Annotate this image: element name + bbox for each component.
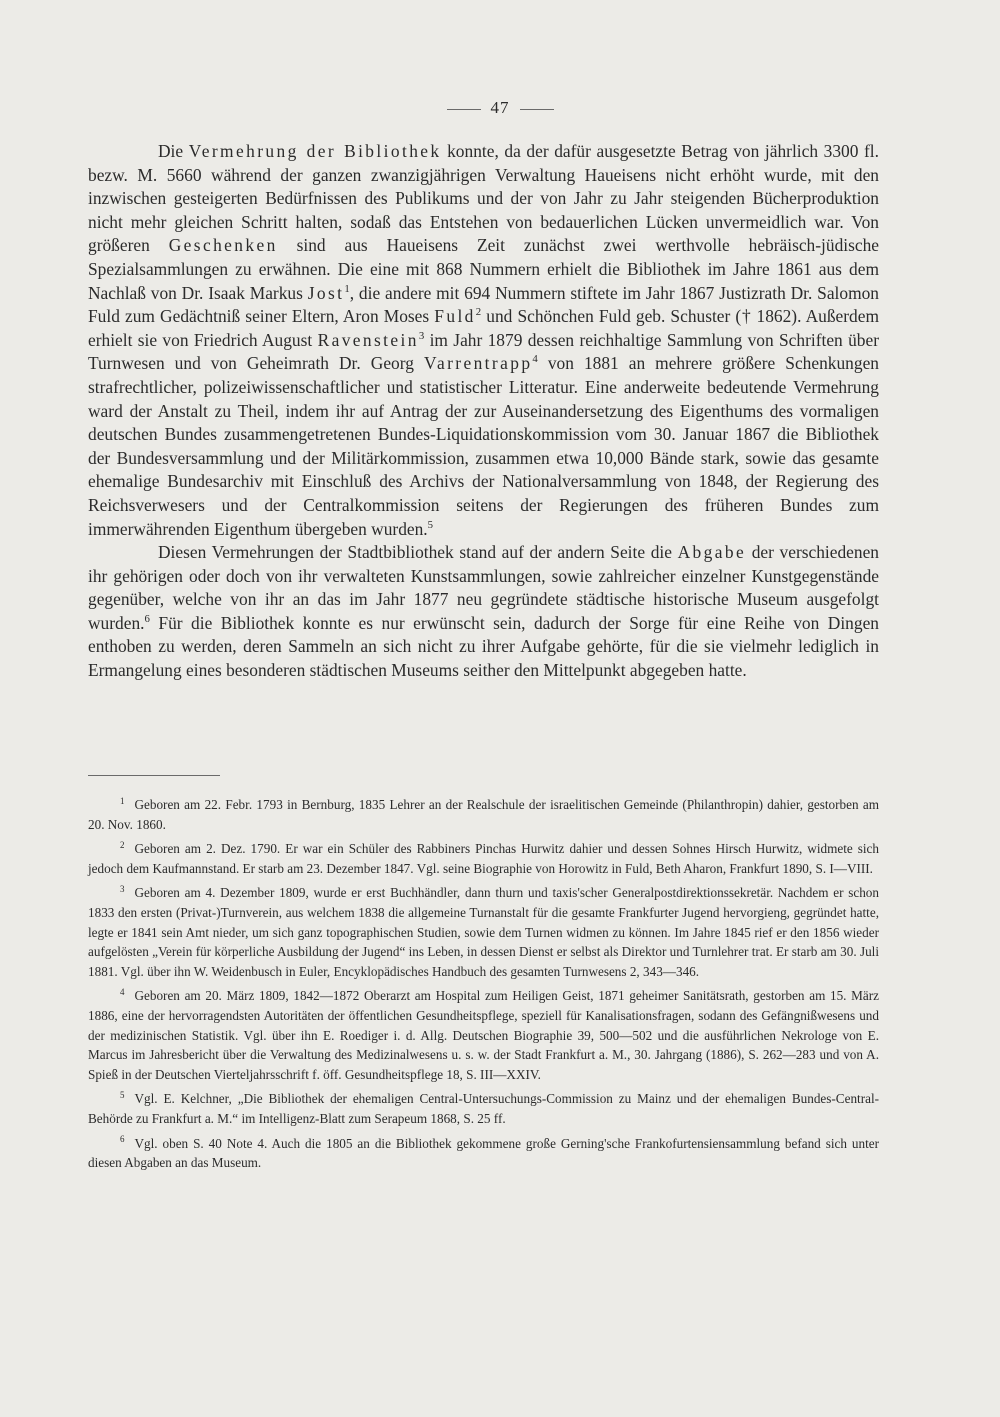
footnote-text: Vgl. oben S. 40 Note 4. Auch die 1805 an die Bibliothek gekommene große Gerning'sche Frankofurtensiensammlung befand sich unter diesen Abgaben an das Museum. (88, 1135, 879, 1171)
main-text (88, 140, 879, 683)
text-run: und Schönchen Fuld geb. Schuster († 1862). Außerdem erhielt sie von Friedrich August (88, 306, 879, 350)
text-run: Diesen Vermehrungen der Stadtbibliothek stand auf der andern Seite die (158, 542, 678, 563)
footnote-2 (88, 839, 879, 878)
footnote-mark: 4 (120, 986, 125, 997)
text-run: sind aus Haueisens Zeit zunächst zwei werthvolle hebräisch-jüdische Spezialsammlungen zu erwähnen. Die eine mit 868 Nummern erhielt die Bibliothek im Jahre 1861 aus dem Nachlaß von Dr. Isaak Markus (88, 235, 879, 303)
page-number-dash-left (447, 109, 481, 110)
text-run: Die (158, 141, 189, 161)
footnote-mark: 1 (120, 795, 125, 806)
footnote-reference: 6 (144, 613, 150, 626)
footnote-reference: 1 (344, 282, 350, 295)
paragraph-2 (88, 541, 879, 683)
footnote-5 (88, 1089, 879, 1128)
spaced-emphasis: Vermehrung der Bibliothek (188, 141, 442, 161)
footnote-text: Geboren am 2. Dez. 1790. Er war ein Schüler des Rabbiners Pinchas Hurwitz dahier und dessen Sohnes Hirsch Hurwitz, widmete sich jedoch dem Kaufmannstand. Er starb am 23. Dezember 1847. Vgl. seine Biographie von Horowitz in Fuld, Beth Aharon, Frankfurt 1890, S. I—VIII. (88, 841, 879, 876)
footnote-mark: 6 (120, 1134, 125, 1145)
footnote-text: Geboren am 4. Dezember 1809, wurde er erst Buchhändler, dann thurn und taxis'scher Generalpostdirektionssekretär. Nachdem er schon 1833 den ersten (Privat-)Turnverein, aus welchem 1838 die allgemeine Turnanstalt für die gesamte Frankfurter Jugend hervorgieng, gegründet hatte, legte er 1841 sein Amt nieder, um sich ganz topographischen Studien, sowie dem Turnen widmen zu können. Im Jahre 1845 rief er den 1856 wieder aufgelösten „Verein für körperliche Ausbildung der Jugend“ ins Leben, in dessen Dienst er selbst als Direktor und Turnlehrer trat. Er starb am 30. Juli 1881. Vgl. über ihn W. Weidenbusch in Euler, Encyklopädisches Handbuch des gesamten Turnwesens 2, 343—346. (88, 885, 879, 979)
footnote-reference: 2 (475, 306, 482, 319)
spaced-emphasis: Ravenstein (317, 329, 419, 350)
text-run: konnte, da der dafür ausgesetzte Betrag von jährlich 3300 fl. bezw. M. 5660 während der ganzen zwanzigjährigen Verwaltung Haueisens nicht erhöht wurde, mit den inzwischen gesteigerten Bedürfnissen des Publikums und der von Jahr zu Jahr steigenden Bücherproduktion nicht mehr gleichen Schritt halten, sodaß das Entstehen von bedauerlichen Lücken unvermeidlich war. Von größeren (88, 141, 879, 256)
footnote-text: Vgl. E. Kelchner, „Die Bibliothek der ehemaligen Central-Untersuchungs-Commission zu Mainz und der ehemaligen Bundes-Central-Behörde zu Frankfurt a. M.“ im Intelligenz-Blatt zum Serapeum 1868, S. 25 ff. (88, 1091, 879, 1126)
spaced-emphasis: Abgabe (677, 542, 747, 563)
page-number (0, 98, 1000, 118)
footnote-3 (88, 883, 879, 981)
footnote-reference: 3 (418, 329, 425, 342)
spaced-emphasis: Geschenken (168, 235, 278, 256)
footnote-text: Geboren am 22. Febr. 1793 in Bernburg, 1835 Lehrer an der Realschule der israelitischen Gemeinde (Philanthropin) dahier, gestorben am 20. Nov. 1860. (88, 797, 879, 832)
footnote-text: Geboren am 20. März 1809, 1842—1872 Oberarzt am Hospital zum Heiligen Geist, 1871 geheimer Sanitätsrath, gestorben am 15. März 1886, eine der hervorragendsten Autoritäten der öffentlichen Gesundheitspflege, speziell für Kanalisationsfragen, sodann des Gefängnißwesens und der medizinischen Statistik. Vgl. über ihn E. Roediger i. d. Allg. Deutschen Biographie 39, 500—502 und die ausführlichen Nekrologe von E. Marcus im Jahresbericht über die Verwaltung des Medizinalwesens u. s. w. der Stadt Frankfurt a. M., 30. Jahrgang (1886), S. 262—283 und von A. Spieß in der Deutschen Vierteljahrsschrift f. öff. Gesundheitspflege 18, S. III—XXIV. (88, 988, 879, 1082)
text-run: , die andere mit 694 Nummern stiftete im Jahr 1867 Justizrath Dr. Salomon Fuld zum Gedächtniß seiner Eltern, Aron Moses (88, 282, 879, 327)
footnote-mark: 5 (120, 1089, 125, 1100)
page-number-text: 47 (490, 98, 510, 117)
spaced-emphasis: Fuld (434, 306, 476, 327)
footnote-reference: 5 (427, 518, 434, 531)
footnote-mark: 2 (120, 839, 125, 850)
text-run: der verschiedenen ihr gehörigen oder doch von ihr verwalteten Kunstsammlungen, sowie zahlreicher einzelner Kunstgegenstände gegenüber, welche von ihr an das im Jahr 1877 neu gegründete städtische historische Museum ausgefolgt wurden. (88, 542, 879, 633)
footnote-reference: 4 (532, 353, 538, 366)
spaced-emphasis: Varrentrapp (423, 353, 533, 374)
spaced-emphasis: Jost (307, 282, 345, 303)
footnote-4 (88, 986, 879, 1084)
footnote-6 (88, 1134, 879, 1173)
footnotes (88, 795, 879, 1178)
paragraph-1 (88, 140, 879, 541)
footnote-1 (88, 795, 879, 834)
footnote-separator (88, 775, 220, 776)
footnote-mark: 3 (120, 883, 125, 894)
text-run: im Jahr 1879 dessen reichhaltige Sammlung von Schriften über Turnwesen und von Geheimrath Dr. Georg (88, 329, 879, 374)
text-run: Für die Bibliothek konnte es nur erwünscht sein, dadurch der Sorge für eine Reihe von Dingen enthoben zu werden, deren Sammeln an sich nicht zu ihrer Aufgabe gehörte, für die sie vielmehr lediglich in Ermangelung eines besonderen städtischen Museums seither den Mittelpunkt abgegeben hatte. (88, 612, 879, 681)
page-number-dash-right (520, 109, 554, 110)
text-run: von 1881 an mehrere größere Schenkungen strafrechtlicher, polizeiwissenschaftlicher und statistischer Litteratur. Eine anderweite bedeutende Vermehrung ward der Anstalt zu Theil, indem ihr auf Antrag der zur Auseinandersetzung des Eigenthums des vormaligen deutschen Bundes zusammengetretenen Bundes-Liquidationskommission vom 30. Januar 1867 die Bibliothek der Bundesversammlung und der Militärkommission, zusammen etwa 10,000 Bände stark, sowie das gesamte ehemalige Bundesarchiv mit Einschluß des Archivs der Nationalversammlung von 1848, der Regierung des Reichsverwesers und der Centralkommission seitens der Regierungen des früheren Bundes zum immerwährenden Eigenthum übergeben wurden. (88, 353, 879, 539)
